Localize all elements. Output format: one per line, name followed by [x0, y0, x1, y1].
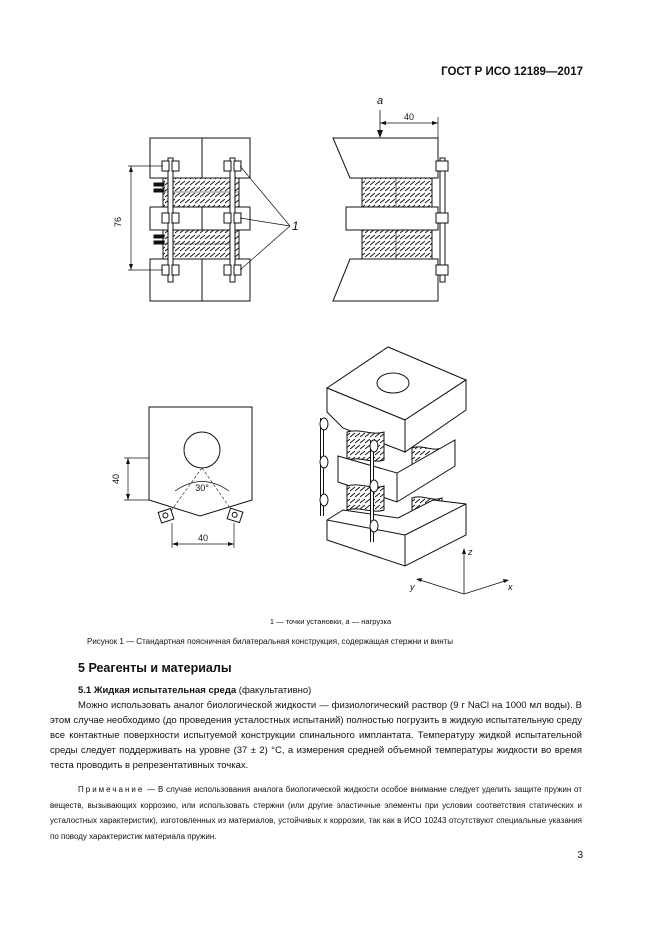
figure-1	[0, 85, 661, 625]
page-number: 3	[577, 850, 583, 861]
axis-y-label: y	[410, 582, 415, 592]
axis-x-label: x	[508, 582, 513, 592]
body-paragraph: Можно использовать аналог биологической жидкости — физиологический раствор (9 г NaCl на 1000 мл воды). В этом случае необходимо (до проведения усталостных испытаний) полностью погрузить в жидкую испытательную среду все контактные поверхности испытуемой конструкции спинального имплантата. Температуру жидкой испытательной среды следует поддерживать на уровне (37 ± 2) °С, а измерения средней объемной температуры жидкости во время теста проводить в репрезентативных точках.	[50, 700, 582, 771]
dim-40-bottom-label: 40	[197, 533, 209, 543]
section-heading	[78, 661, 232, 675]
note-text: — В случае использования аналога биологической жидкости особое внимание следует уделить защите пружин от веществ, вызывающих коррозию, или использовать стержни (или другие эластичные элементы при условии соответствия статических и усталостных характеристик), изготовленных из материалов, устойчивых к коррозии, так как в ИСО 10243 отсутствуют специальные указания по поводу характеристик материала пружин.	[50, 785, 582, 841]
figure-caption: Рисунок 1 — Стандартная поясничная билатеральная конструкция, содержащая стержни и винты	[87, 637, 454, 646]
section-number: 5	[78, 661, 85, 675]
angle-30-label: 30°	[195, 483, 209, 493]
note-paragraph	[50, 782, 582, 844]
dim-40-side-label: 40	[111, 473, 121, 485]
note-label: Примечание	[78, 785, 145, 794]
callout-label-1: 1	[292, 219, 299, 233]
dim-40-top-label: 40	[403, 112, 415, 122]
subsection-title: Жидкая испытательная среда	[93, 685, 237, 696]
section-title: Реагенты и материалы	[88, 661, 232, 675]
figure-drawing	[0, 85, 661, 625]
dim-76-label: 76	[113, 216, 123, 228]
subsection-heading	[78, 685, 311, 696]
axis-z-label: z	[468, 547, 473, 557]
subsection-qualifier: (факультативно)	[238, 685, 312, 696]
isometric-view	[320, 347, 466, 566]
axes	[416, 548, 509, 594]
load-label-a: a	[376, 95, 384, 107]
figure-legend: 1 — точки установки, a — нагрузка	[269, 617, 392, 626]
bottom-view	[124, 407, 252, 548]
subsection-number: 5.1	[78, 685, 92, 696]
side-view	[333, 110, 448, 301]
standard-code-header: ГОСТ Р ИСО 12189—2017	[441, 66, 583, 78]
front-view	[128, 138, 290, 301]
